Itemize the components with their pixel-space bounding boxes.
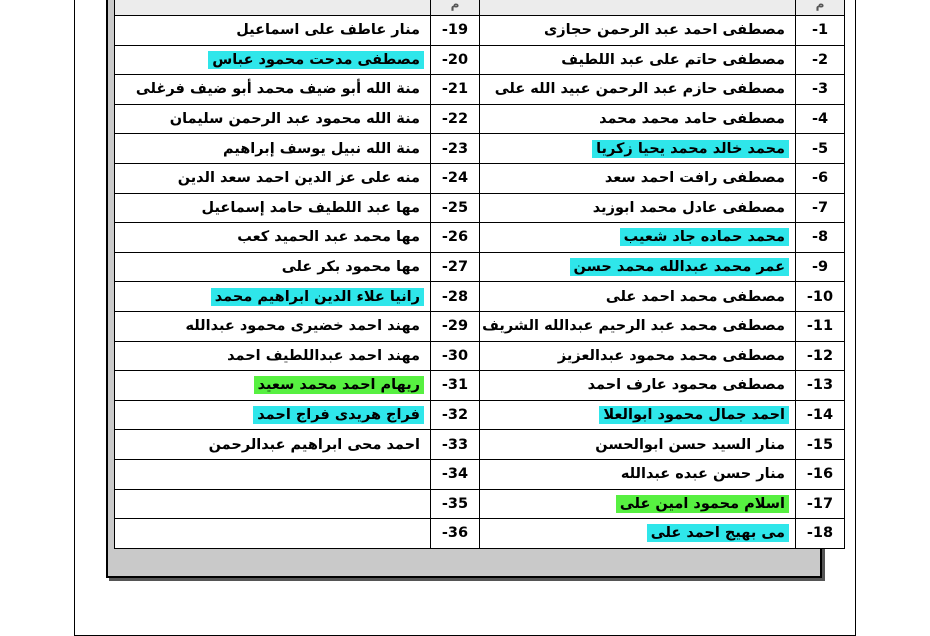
student-name: احمد جمال محمود ابوالعلا	[599, 406, 789, 424]
student-name-cell-left	[115, 400, 431, 430]
student-name-cell-left	[115, 519, 431, 549]
row-number-left: -27	[431, 252, 480, 282]
student-name-cell-left	[115, 193, 431, 223]
student-name: اسلام محمود امين على	[616, 495, 789, 513]
table-row	[115, 134, 845, 164]
row-number-right: -9	[796, 252, 845, 282]
student-name-cell-left	[115, 223, 431, 253]
row-number-left: -24	[431, 163, 480, 193]
student-name-cell-right	[480, 489, 796, 519]
row-number-right: -6	[796, 163, 845, 193]
row-number-left: -21	[431, 75, 480, 105]
student-name-cell-left	[115, 489, 431, 519]
row-number-left: -25	[431, 193, 480, 223]
row-number-right: -1	[796, 16, 845, 46]
student-name: محمد حماده جاد شعيب	[620, 228, 789, 246]
student-name-cell-right	[480, 75, 796, 105]
table-row	[115, 252, 845, 282]
student-name: مصطفى محمد عبد الرحيم عبدالله الشريف	[482, 318, 785, 335]
student-name-cell-right	[480, 223, 796, 253]
header-num-left: م	[431, 0, 480, 16]
student-name: مصطفى حازم عبد الرحمن عبيد الله على	[494, 81, 785, 98]
row-number-left: -34	[431, 459, 480, 489]
table-row	[115, 282, 845, 312]
student-name: مهند احمد عبداللطيف احمد	[227, 347, 420, 364]
table-row	[115, 311, 845, 341]
student-name-cell-right	[480, 134, 796, 164]
student-name: مها محمود بكر على	[281, 259, 420, 276]
row-number-right: -2	[796, 45, 845, 75]
student-name-cell-right	[480, 104, 796, 134]
row-number-left: -33	[431, 430, 480, 460]
row-number-left: -30	[431, 341, 480, 371]
row-number-right: -4	[796, 104, 845, 134]
student-name-cell-left	[115, 134, 431, 164]
student-name-cell-left	[115, 371, 431, 401]
student-name: فراج هريدى فراج احمد	[253, 406, 424, 424]
student-names-table	[114, 0, 845, 549]
student-name-cell-left	[115, 16, 431, 46]
student-name-cell-left	[115, 430, 431, 460]
row-number-right: -13	[796, 371, 845, 401]
table-row	[115, 45, 845, 75]
table-row	[115, 430, 845, 460]
student-name-cell-left	[115, 282, 431, 312]
student-name-cell-right	[480, 45, 796, 75]
student-name: مى بهيج احمد على	[647, 524, 789, 542]
student-name-cell-right	[480, 311, 796, 341]
table-row	[115, 163, 845, 193]
student-name: مصطفى حامد محمد محمد	[599, 111, 785, 128]
row-number-right: -15	[796, 430, 845, 460]
student-name: مصطفى احمد عبد الرحمن حجازى	[543, 22, 785, 39]
student-name-cell-right	[480, 282, 796, 312]
student-name: منة الله أبو ضيف محمد أبو ضيف فرغلى	[135, 81, 420, 98]
student-name-cell-left	[115, 311, 431, 341]
row-number-left: -20	[431, 45, 480, 75]
header-row	[115, 0, 845, 16]
header-name-left	[115, 0, 431, 16]
student-name-cell-right	[480, 371, 796, 401]
row-number-right: -3	[796, 75, 845, 105]
student-name: مهند احمد خضيرى محمود عبدالله	[185, 318, 420, 335]
student-name-cell-left	[115, 252, 431, 282]
table-row	[115, 104, 845, 134]
row-number-right: -11	[796, 311, 845, 341]
student-name	[416, 495, 424, 513]
student-name: مصطفى حاتم على عبد اللطيف	[561, 51, 785, 68]
student-name: منار السيد حسن ابوالحسن	[595, 436, 785, 453]
student-name-cell-right	[480, 519, 796, 549]
row-number-left: -36	[431, 519, 480, 549]
student-name	[416, 524, 424, 542]
student-name	[416, 465, 424, 483]
student-name: منة الله نبيل يوسف إبراهيم	[222, 140, 420, 157]
student-name-cell-right	[480, 163, 796, 193]
student-name-cell-right	[480, 252, 796, 282]
student-name-cell-left	[115, 459, 431, 489]
row-number-right: -8	[796, 223, 845, 253]
table-row	[115, 341, 845, 371]
student-name: مصطفى مدحت محمود عباس	[208, 51, 424, 69]
row-number-left: -22	[431, 104, 480, 134]
student-name: عمر محمد عبدالله محمد حسن	[570, 258, 789, 276]
row-number-left: -28	[431, 282, 480, 312]
table-row	[115, 223, 845, 253]
table-row	[115, 489, 845, 519]
row-number-left: -32	[431, 400, 480, 430]
table-row	[115, 371, 845, 401]
row-number-left: -35	[431, 489, 480, 519]
row-number-right: -10	[796, 282, 845, 312]
student-name: منة الله محمود عبد الرحمن سليمان	[169, 111, 420, 128]
table-row	[115, 193, 845, 223]
row-number-left: -29	[431, 311, 480, 341]
student-name: رانيا علاء الدين ابراهيم محمد	[211, 288, 424, 306]
student-name-cell-left	[115, 163, 431, 193]
student-name-cell-left	[115, 75, 431, 105]
student-name-cell-right	[480, 341, 796, 371]
table-body	[115, 0, 845, 548]
row-number-right: -5	[796, 134, 845, 164]
student-name: مصطفى عادل محمد ابوزيد	[592, 199, 785, 216]
student-name: منه على عز الدين احمد سعد الدين	[177, 170, 420, 187]
row-number-left: -26	[431, 223, 480, 253]
student-name-cell-right	[480, 459, 796, 489]
student-name: احمد محى ابراهيم عبدالرحمن	[208, 436, 420, 453]
student-name-cell-right	[480, 16, 796, 46]
student-name: مصطفى محمد محمود عبدالعزيز	[557, 347, 785, 364]
student-name-cell-left	[115, 104, 431, 134]
student-name: منار حسن عبده عبدالله	[620, 466, 785, 483]
row-number-right: -16	[796, 459, 845, 489]
student-name: ريهام احمد محمد سعيد	[254, 376, 424, 394]
row-number-right: -17	[796, 489, 845, 519]
row-number-right: -14	[796, 400, 845, 430]
row-number-left: -19	[431, 16, 480, 46]
row-number-left: -31	[431, 371, 480, 401]
student-name-cell-left	[115, 45, 431, 75]
row-number-right: -12	[796, 341, 845, 371]
row-number-right: -7	[796, 193, 845, 223]
header-num-right: م	[796, 0, 845, 16]
table-row	[115, 75, 845, 105]
header-name-right	[480, 0, 796, 16]
student-name: مها عبد اللطيف حامد إسماعيل	[201, 199, 420, 216]
student-name: مصطفى رافت احمد سعد	[604, 170, 785, 187]
student-name: مصطفى محمد احمد على	[605, 288, 785, 305]
row-number-right: -18	[796, 519, 845, 549]
student-name: مها محمد عبد الحميد كعب	[237, 229, 420, 246]
student-name: مصطفى محمود عارف احمد	[587, 377, 785, 394]
student-name-cell-right	[480, 193, 796, 223]
student-name-cell-right	[480, 400, 796, 430]
row-number-left: -23	[431, 134, 480, 164]
student-table-frame	[106, 0, 834, 578]
student-name-cell-left	[115, 341, 431, 371]
table-row	[115, 519, 845, 549]
student-name: محمد خالد محمد يحيا زكريا	[592, 140, 789, 158]
student-name: منار عاطف على اسماعيل	[236, 22, 420, 39]
table-row	[115, 400, 845, 430]
table-row	[115, 459, 845, 489]
table-row	[115, 16, 845, 46]
student-name-cell-right	[480, 430, 796, 460]
